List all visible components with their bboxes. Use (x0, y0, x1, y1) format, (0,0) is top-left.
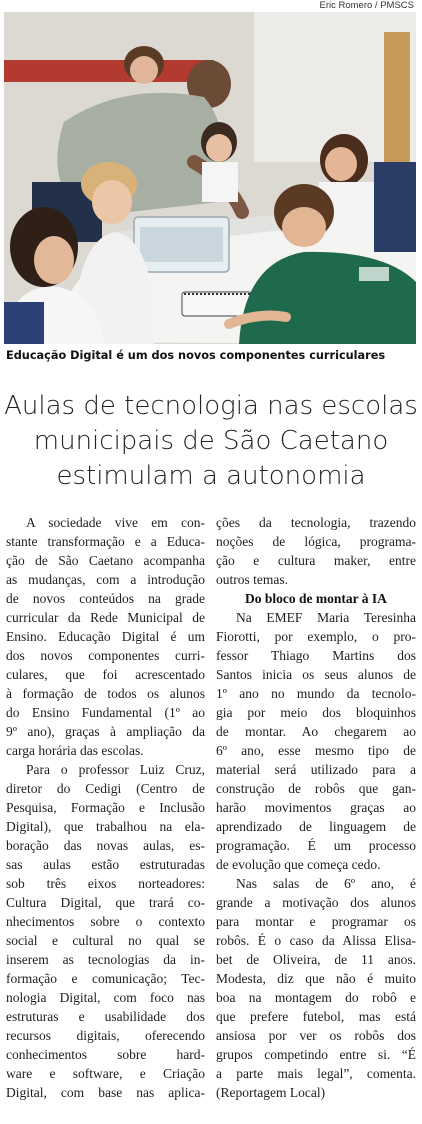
text-line: a parte mais legal”, comenta. (216, 1066, 416, 1081)
text-line: 1º ano no mundo da tecnolo- (216, 686, 416, 701)
text-line: à formação de todos os alunos (6, 686, 205, 701)
article-column-left (6, 513, 205, 1102)
text-line: (Reportagem Local) (216, 1085, 326, 1100)
text-line: Na EMEF Maria Teresinha (236, 610, 416, 625)
text-line: Para o professor Luiz Cruz, (26, 762, 205, 777)
text-line: sob três eixos norteadores: (6, 876, 205, 891)
text-line: construção de robôs que gan- (216, 781, 416, 796)
text-line: Modesta, diz que não é muito (216, 971, 416, 986)
text-line: diretor do Cedigi (Centro de (6, 781, 205, 796)
text-line: Santos inicia os seus alunos de (216, 667, 416, 682)
text-line: que prefere futebol, mas está (216, 1009, 416, 1024)
article-photo (4, 12, 416, 344)
text-line: do Ensino Fundamental (1º ao (6, 705, 205, 720)
text-line: formação e comunicação; Tec- (6, 971, 205, 986)
text-line: ansiosa por ver os robôs dos (216, 1028, 416, 1043)
text-line: carga horária das escolas. (6, 743, 144, 758)
text-line: material será utilizado para a (216, 762, 416, 777)
text-line: de evolução que começa cedo. (216, 857, 381, 872)
text-line: Pesquisa, Formação e Inclusão (6, 800, 205, 815)
text-line: fessor Thiago Martins dos (216, 648, 416, 663)
text-line: A sociedade vive em con- (26, 515, 205, 530)
text-line: estruturas e usabilidade dos (6, 1009, 205, 1024)
text-line: conhecimentos sobre hard- (6, 1047, 205, 1062)
text-line: nologia Digital, com foco nas (6, 990, 205, 1005)
photo-caption: Educação Digital é um dos novos componentes curriculares (6, 349, 386, 362)
headline-line: estimulam a autonomia (56, 461, 366, 491)
text-line: grupos competindo entre si. “É (216, 1047, 416, 1062)
text-line: Nas salas de 6º ano, é (236, 876, 416, 891)
text-line: Ensino. Educação Digital é um (6, 629, 205, 644)
text-line: para montar e programar os (216, 914, 416, 929)
text-line: culares, que foi acrescentado (6, 667, 205, 682)
classroom-photo-illustration (4, 12, 416, 344)
text-line: outros temas. (216, 572, 288, 587)
text-line: sas aulas estão estruturadas (6, 857, 205, 872)
text-line: programação. É um processo (216, 838, 416, 853)
photo-credit: Eric Romero / PMSCS (319, 0, 414, 11)
text-line: de novos conteúdos na grade (6, 591, 205, 606)
section-subheading: Do bloco de montar à IA (245, 591, 387, 606)
text-line: 9º ano), graças à ampliação da (6, 724, 205, 739)
text-line: de montar. Ao chegarem ao (216, 724, 416, 739)
text-line: bet de Oliveira, de 11 anos. (216, 952, 416, 967)
text-line: ware e software, e Criação (6, 1066, 205, 1081)
text-line: curricular da Rede Municipal de (6, 610, 205, 625)
text-line: 6º ano, esse mesmo tipo de (216, 743, 416, 758)
article-column-right (216, 513, 416, 1102)
text-line: gia por meio dos bloquinhos (216, 705, 416, 720)
text-line: ção de São Caetano acompanha (6, 553, 205, 568)
text-line: Cultura Digital, que trará co- (6, 895, 205, 910)
text-line: robôs. É o caso da Alissa Elisa- (216, 933, 416, 948)
text-line: recursos digitais, oferecendo (6, 1028, 205, 1043)
text-line: Digital, com base nas aplica- (6, 1085, 205, 1100)
text-line: as mudanças, com a introdução (6, 572, 205, 587)
text-line: inserem as tecnologias da in- (6, 952, 205, 967)
text-line: Fiorotti, por exemplo, o pro- (216, 629, 416, 644)
text-line: social e cultural no qual se (6, 933, 205, 948)
text-line: noções de lógica, programa- (216, 534, 416, 549)
text-line: dos novos componentes curri- (6, 648, 205, 663)
headline-line: municipais de São Caetano (33, 426, 389, 456)
text-line: ções da tecnologia, trazendo (216, 515, 416, 530)
text-line: Digital), que trabalhou na ela- (6, 819, 205, 834)
text-line: harão movimentos graças ao (216, 800, 416, 815)
headline-line: Aulas de tecnologia nas escolas (4, 391, 418, 421)
article-headline (0, 389, 422, 494)
text-line: stante transformação e a Educa- (6, 534, 205, 549)
text-line: boa na montagem do robô e (216, 990, 416, 1005)
text-line: ção e cultura maker, entre (216, 553, 416, 568)
text-line: grande a motivação dos alunos (216, 895, 416, 910)
text-line: boração das novas aulas, es- (6, 838, 205, 853)
text-line: aprendizado de linguagem de (216, 819, 416, 834)
text-line: nhecimentos sobre o contexto (6, 914, 205, 929)
